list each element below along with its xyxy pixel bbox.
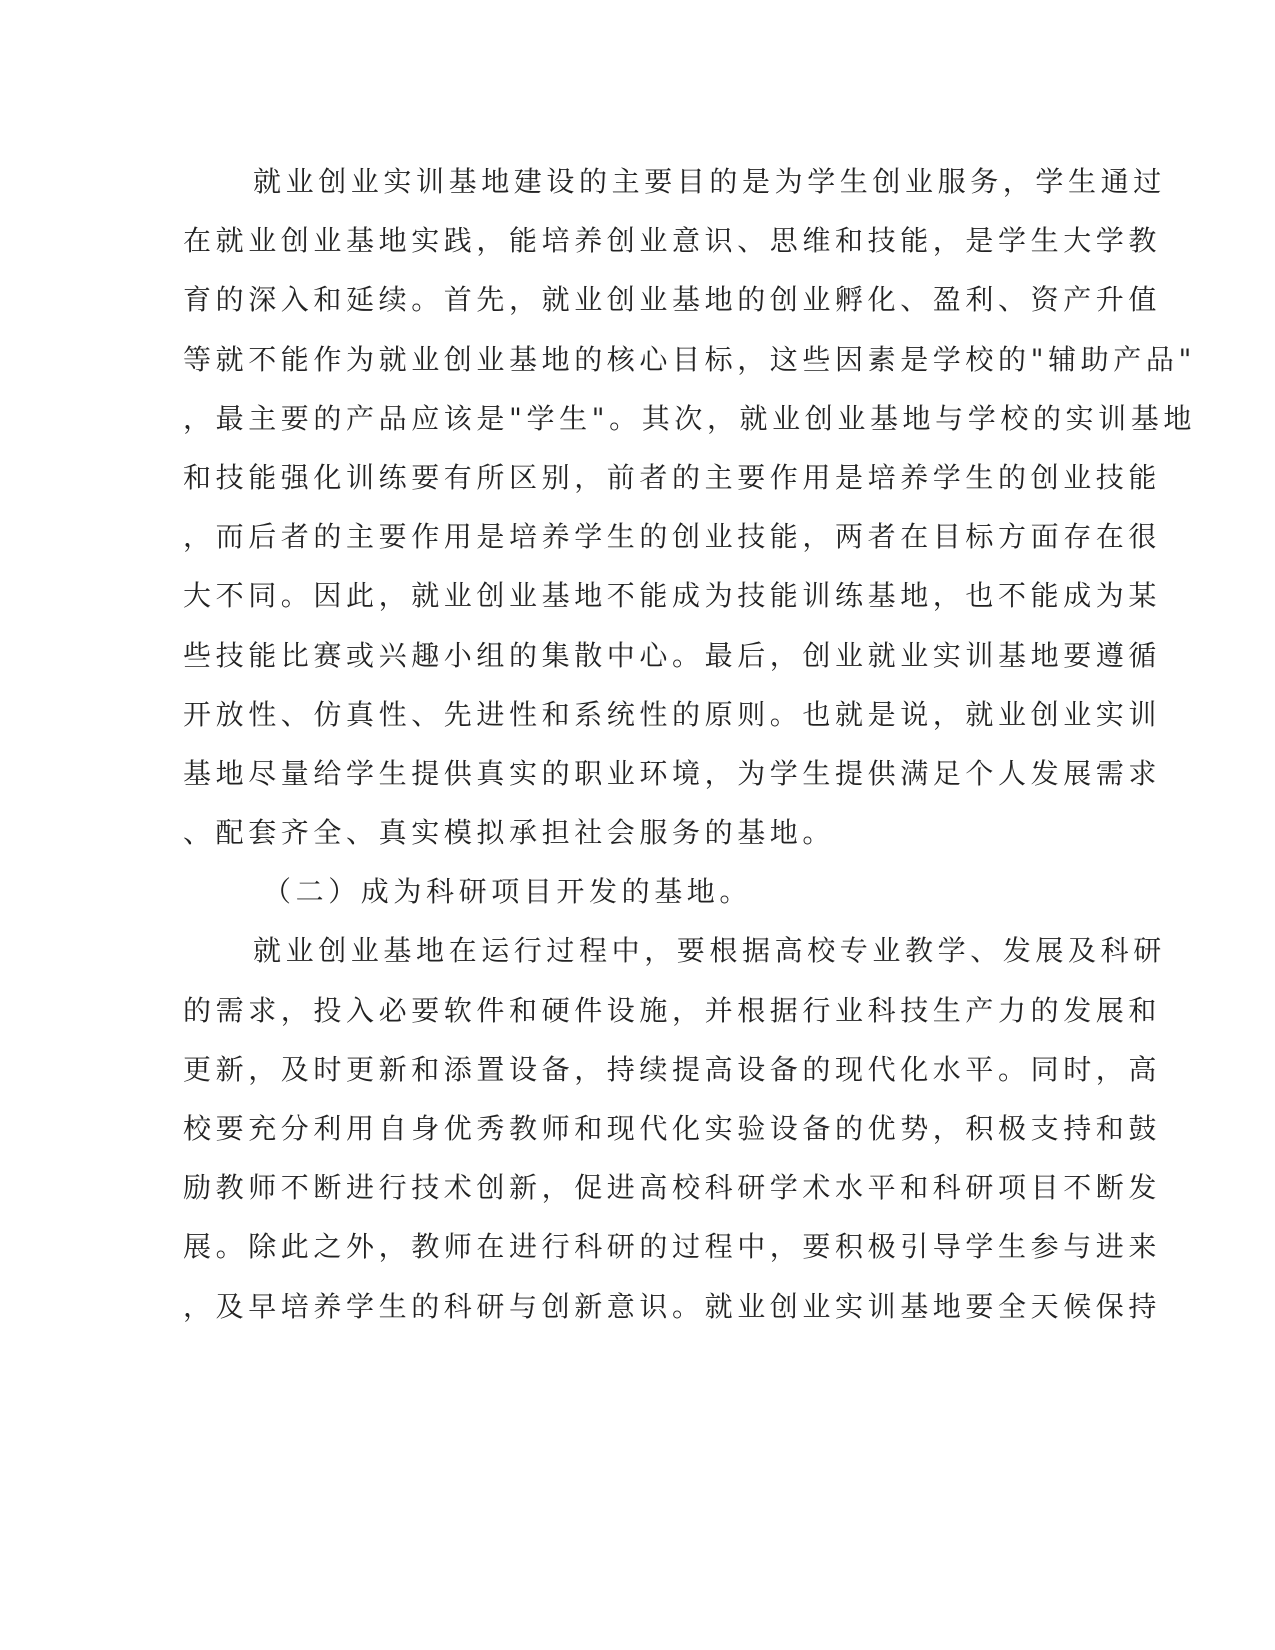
paragraph-1-line-1: 就业创业实训基地建设的主要目的是为学生创业服务，学生通过 xyxy=(253,165,1166,198)
paragraph-1-line-4: 等就不能作为就业创业基地的核心目标，这些因素是学校的"辅助产品" xyxy=(183,342,1196,376)
paragraph-1-line-10: 开放性、仿真性、先进性和系统性的原则。也就是说，就业创业实训 xyxy=(183,697,1162,731)
paragraph-2-line-3: 更新，及时更新和添置设备，持续提高设备的现代化水平。同时，高 xyxy=(183,1052,1162,1086)
paragraph-2-line-7: ，及早培养学生的科研与创新意识。就业创业实训基地要全天候保持 xyxy=(183,1289,1162,1323)
paragraph-1-line-3: 育的深入和延续。首先，就业创业基地的创业孵化、盈利、资产升值 xyxy=(183,283,1162,317)
paragraph-2-line-5: 励教师不断进行技术创新，促进高校科研学术水平和科研项目不断发 xyxy=(183,1171,1162,1205)
paragraph-1-line-8: 大不同。因此，就业创业基地不能成为技能训练基地，也不能成为某 xyxy=(183,579,1162,613)
paragraph-2-line-2: 的需求，投入必要软件和硬件设施，并根据行业科技生产力的发展和 xyxy=(183,993,1162,1027)
section-heading: （二）成为科研项目开发的基地。 xyxy=(263,875,753,909)
paragraph-1-line-7: ，而后者的主要作用是培养学生的创业技能，两者在目标方面存在很 xyxy=(183,520,1162,554)
paragraph-2-line-1: 就业创业基地在运行过程中，要根据高校专业教学、发展及科研 xyxy=(253,934,1166,968)
paragraph-2-line-6: 展。除此之外，教师在进行科研的过程中，要积极引导学生参与进来 xyxy=(183,1230,1162,1264)
paragraph-1-line-11: 基地尽量给学生提供真实的职业环境，为学生提供满足个人发展需求 xyxy=(183,756,1162,790)
body-text xyxy=(183,162,1196,1346)
paragraph-2-line-4: 校要充分利用自身优秀教师和现代化实验设备的优势，积极支持和鼓 xyxy=(183,1112,1162,1145)
paragraph-1-line-9: 些技能比赛或兴趣小组的集散中心。最后，创业就业实训基地要遵循 xyxy=(183,638,1162,672)
paragraph-1-line-12: 、配套齐全、真实模拟承担社会服务的基地。 xyxy=(183,816,836,850)
paragraph-1-line-6: 和技能强化训练要有所区别，前者的主要作用是培养学生的创业技能 xyxy=(183,460,1162,494)
paragraph-1-line-5: ，最主要的产品应该是"学生"。其次，就业创业基地与学校的实训基地 xyxy=(183,401,1196,435)
paragraph-1-line-2: 在就业创业基地实践，能培养创业意识、思维和技能，是学生大学教 xyxy=(183,224,1162,258)
